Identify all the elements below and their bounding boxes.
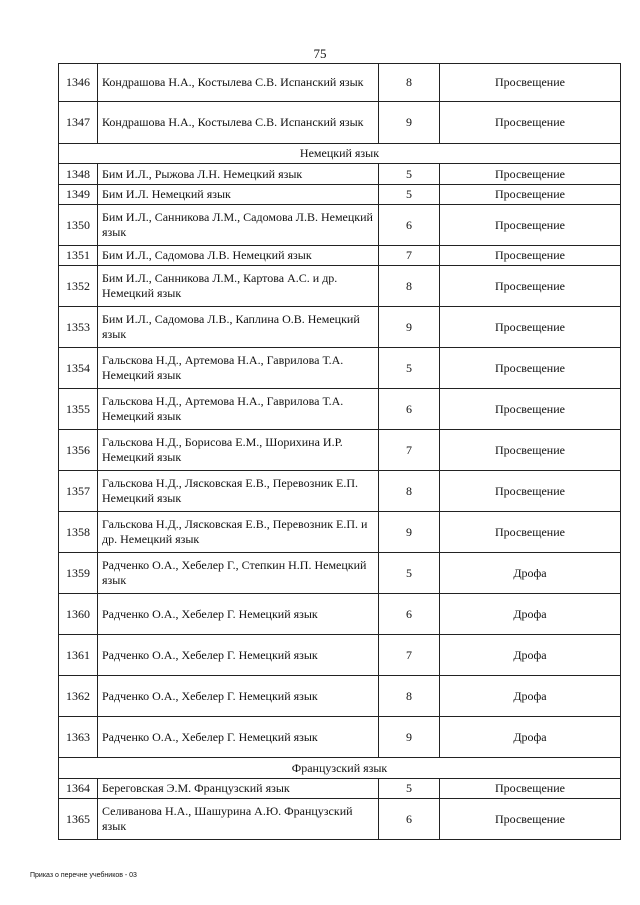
publisher: Дрофа — [440, 553, 621, 594]
row-number: 1360 — [59, 594, 98, 635]
row-number: 1363 — [59, 717, 98, 758]
row-number: 1358 — [59, 512, 98, 553]
table-row — [59, 635, 621, 676]
book-title: Бим И.Л., Рыжова Л.Н. Немецкий язык — [98, 164, 379, 185]
grade: 8 — [379, 266, 440, 307]
book-title: Гальскова Н.Д., Лясковская Е.В., Перевозник Е.П. и др. Немецкий язык — [98, 512, 379, 553]
book-title: Гальскова Н.Д., Артемова Н.А., Гаврилова Т.А. Немецкий язык — [98, 389, 379, 430]
table-row — [59, 205, 621, 246]
publisher: Дрофа — [440, 635, 621, 676]
section-header-row — [59, 144, 621, 164]
section-title: Немецкий язык — [59, 144, 621, 164]
book-title: Береговская Э.М. Французский язык — [98, 779, 379, 799]
grade: 7 — [379, 635, 440, 676]
book-title: Бим И.Л., Садомова Л.В. Немецкий язык — [98, 246, 379, 266]
grade: 9 — [379, 717, 440, 758]
page-number: 75 — [313, 46, 327, 61]
row-number: 1356 — [59, 430, 98, 471]
book-title: Селиванова Н.А., Шашурина А.Ю. Французский язык — [98, 799, 379, 840]
grade: 6 — [379, 594, 440, 635]
publisher: Просвещение — [440, 799, 621, 840]
book-title: Кондрашова Н.А., Костылева С.В. Испанский язык — [98, 102, 379, 144]
row-number: 1347 — [59, 102, 98, 144]
publisher: Дрофа — [440, 717, 621, 758]
row-number: 1348 — [59, 164, 98, 185]
row-number: 1361 — [59, 635, 98, 676]
grade: 5 — [379, 185, 440, 205]
row-number: 1357 — [59, 471, 98, 512]
book-title: Бим И.Л. Немецкий язык — [98, 185, 379, 205]
table-row — [59, 266, 621, 307]
grade: 6 — [379, 799, 440, 840]
table-row — [59, 553, 621, 594]
row-number: 1359 — [59, 553, 98, 594]
table-row — [59, 471, 621, 512]
book-title: Радченко О.А., Хебелер Г. Немецкий язык — [98, 676, 379, 717]
row-number: 1353 — [59, 307, 98, 348]
publisher: Просвещение — [440, 471, 621, 512]
publisher: Дрофа — [440, 676, 621, 717]
table-row — [59, 676, 621, 717]
book-title: Бим И.Л., Санникова Л.М., Садомова Л.В. Немецкий язык — [98, 205, 379, 246]
table-row — [59, 185, 621, 205]
textbook-table — [58, 63, 621, 840]
book-title: Бим И.Л., Садомова Л.В., Каплина О.В. Немецкий язык — [98, 307, 379, 348]
grade: 5 — [379, 553, 440, 594]
publisher: Просвещение — [440, 185, 621, 205]
grade: 6 — [379, 389, 440, 430]
section-title: Французский язык — [59, 758, 621, 779]
book-title: Радченко О.А., Хебелер Г. Немецкий язык — [98, 594, 379, 635]
book-title: Радченко О.А., Хебелер Г., Степкин Н.П. Немецкий язык — [98, 553, 379, 594]
grade: 8 — [379, 471, 440, 512]
publisher: Просвещение — [440, 430, 621, 471]
row-number: 1365 — [59, 799, 98, 840]
book-title: Бим И.Л., Санникова Л.М., Картова А.С. и др. Немецкий язык — [98, 266, 379, 307]
grade: 5 — [379, 779, 440, 799]
publisher: Просвещение — [440, 512, 621, 553]
grade: 5 — [379, 348, 440, 389]
table-body — [59, 64, 621, 840]
footer-note: Приказ о перечне учебников - 03 — [30, 872, 137, 879]
publisher: Просвещение — [440, 307, 621, 348]
table-row — [59, 307, 621, 348]
grade: 8 — [379, 676, 440, 717]
row-number: 1362 — [59, 676, 98, 717]
table-row — [59, 348, 621, 389]
table-row — [59, 164, 621, 185]
table-row — [59, 430, 621, 471]
table-row — [59, 389, 621, 430]
publisher: Просвещение — [440, 102, 621, 144]
table-row — [59, 717, 621, 758]
publisher: Просвещение — [440, 246, 621, 266]
publisher: Просвещение — [440, 389, 621, 430]
table-row — [59, 799, 621, 840]
row-number: 1350 — [59, 205, 98, 246]
table-row — [59, 779, 621, 799]
book-title: Радченко О.А., Хебелер Г. Немецкий язык — [98, 717, 379, 758]
row-number: 1355 — [59, 389, 98, 430]
publisher: Просвещение — [440, 266, 621, 307]
publisher: Дрофа — [440, 594, 621, 635]
table-row — [59, 102, 621, 144]
publisher: Просвещение — [440, 205, 621, 246]
grade: 9 — [379, 512, 440, 553]
publisher: Просвещение — [440, 64, 621, 102]
grade: 9 — [379, 102, 440, 144]
grade: 5 — [379, 164, 440, 185]
row-number: 1352 — [59, 266, 98, 307]
grade: 8 — [379, 64, 440, 102]
grade: 9 — [379, 307, 440, 348]
publisher: Просвещение — [440, 348, 621, 389]
row-number: 1364 — [59, 779, 98, 799]
row-number: 1346 — [59, 64, 98, 102]
row-number: 1351 — [59, 246, 98, 266]
table-row — [59, 594, 621, 635]
grade: 7 — [379, 246, 440, 266]
grade: 7 — [379, 430, 440, 471]
book-title: Гальскова Н.Д., Артемова Н.А., Гаврилова Т.А. Немецкий язык — [98, 348, 379, 389]
table-row — [59, 64, 621, 102]
book-title: Кондрашова Н.А., Костылева С.В. Испанский язык — [98, 64, 379, 102]
section-header-row — [59, 758, 621, 779]
row-number: 1354 — [59, 348, 98, 389]
row-number: 1349 — [59, 185, 98, 205]
book-title: Гальскова Н.Д., Лясковская Е.В., Перевозник Е.П. Немецкий язык — [98, 471, 379, 512]
book-title: Радченко О.А., Хебелер Г. Немецкий язык — [98, 635, 379, 676]
grade: 6 — [379, 205, 440, 246]
table-row — [59, 512, 621, 553]
publisher: Просвещение — [440, 779, 621, 799]
table-row — [59, 246, 621, 266]
publisher: Просвещение — [440, 164, 621, 185]
book-title: Гальскова Н.Д., Борисова Е.М., Шорихина И.Р. Немецкий язык — [98, 430, 379, 471]
